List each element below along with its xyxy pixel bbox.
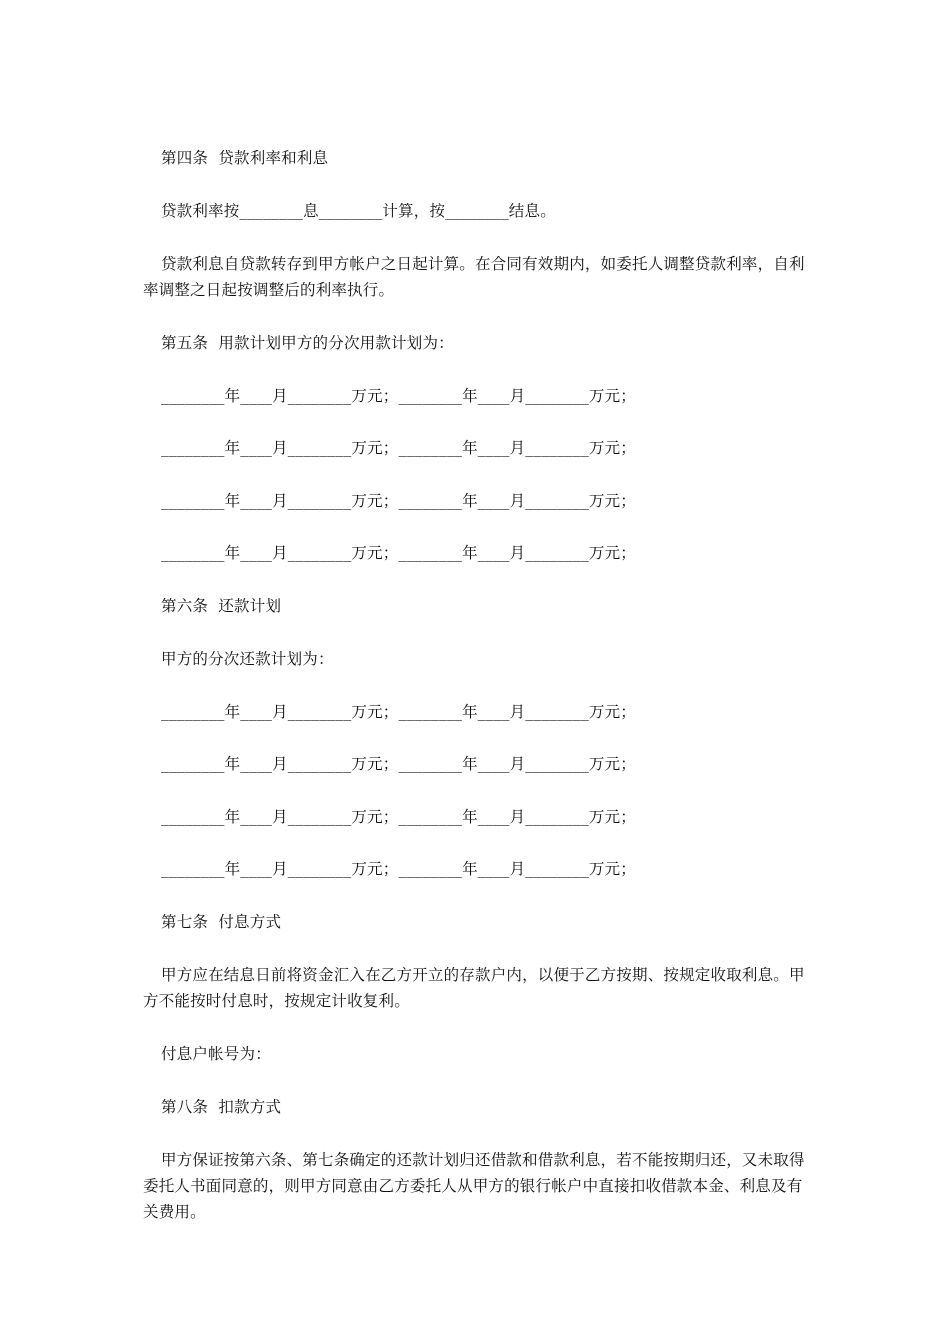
usage-plan-row-text: ________年____月________万元；________年____月________万元；	[161, 387, 637, 405]
interest-payment-paragraph	[143, 962, 807, 1014]
article-4-heading-text: 第四条 贷款利率和利息	[161, 149, 329, 167]
repayment-plan-row	[143, 699, 807, 725]
usage-plan-row-text: ________年____月________万元；________年____月________万元；	[161, 492, 637, 510]
interest-payment-paragraph-text: 甲方应在结息日前将资金汇入在乙方开立的存款户内，以便于乙方按期、按规定收取利息。甲方不能按时付息时，按规定计收复利。	[143, 966, 805, 1010]
interest-paragraph	[143, 251, 807, 303]
usage-plan-row-text: ________年____月________万元；________年____月________万元；	[161, 544, 637, 562]
repayment-plan-row-text: ________年____月________万元；________年____月________万元；	[161, 808, 637, 826]
repayment-plan-row	[143, 804, 807, 830]
article-6-heading-text: 第六条 还款计划	[161, 597, 282, 615]
usage-plan-row	[143, 435, 807, 461]
repayment-plan-row-text: ________年____月________万元；________年____月________万元；	[161, 860, 637, 878]
repayment-plan-row-text: ________年____月________万元；________年____月________万元；	[161, 755, 637, 773]
usage-plan-row	[143, 540, 807, 566]
article-5-heading-text: 第五条 用款计划甲方的分次用款计划为：	[161, 334, 454, 352]
article-8-heading-text: 第八条 扣款方式	[161, 1098, 282, 1116]
account-number-label-text: 付息户帐号为：	[161, 1045, 271, 1063]
repayment-plan-row	[143, 751, 807, 777]
repayment-intro	[143, 646, 807, 672]
account-number-label	[143, 1041, 807, 1067]
article-5-heading	[143, 330, 807, 356]
repayment-intro-text: 甲方的分次还款计划为：	[161, 650, 334, 668]
article-8-heading	[143, 1094, 807, 1120]
interest-paragraph-text: 贷款利息自贷款转存到甲方帐户之日起计算。在合同有效期内，如委托人调整贷款利率，自利率调整之日起按调整后的利率执行。	[143, 255, 805, 299]
usage-plan-row	[143, 383, 807, 409]
article-7-heading	[143, 909, 807, 935]
repayment-plan-row-text: ________年____月________万元；________年____月________万元；	[161, 703, 637, 721]
interest-rate-line	[143, 198, 807, 224]
usage-plan-row-text: ________年____月________万元；________年____月________万元；	[161, 439, 637, 457]
deduction-paragraph-text: 甲方保证按第六条、第七条确定的还款计划归还借款和借款利息，若不能按期归还，又未取得委托人书面同意的，则甲方同意由乙方委托人从甲方的银行帐户中直接扣收借款本金、利息及有关费用。	[143, 1151, 805, 1221]
deduction-paragraph	[143, 1147, 807, 1225]
interest-rate-line-text: 贷款利率按________息________计算，按________结息。	[161, 202, 556, 220]
article-4-heading	[143, 145, 807, 171]
repayment-plan-row	[143, 856, 807, 882]
article-6-heading	[143, 593, 807, 619]
article-7-heading-text: 第七条 付息方式	[161, 913, 282, 931]
usage-plan-row	[143, 488, 807, 514]
